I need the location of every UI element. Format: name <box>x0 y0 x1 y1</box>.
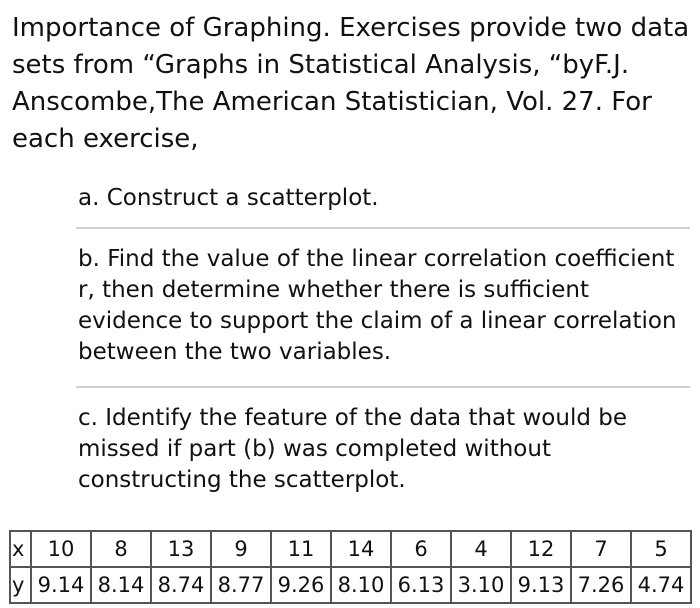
y-value: 8.10 <box>331 567 391 603</box>
x-row-label: x <box>10 531 31 567</box>
x-value: 5 <box>631 531 691 567</box>
x-value: 8 <box>91 531 151 567</box>
y-row-label: y <box>10 567 31 603</box>
y-row <box>10 567 691 603</box>
y-value: 8.14 <box>91 567 151 603</box>
x-value: 14 <box>331 531 391 567</box>
part-a-text: a. Construct a scatterplot. <box>78 185 379 211</box>
y-value: 7.26 <box>571 567 631 603</box>
y-value: 3.10 <box>451 567 511 603</box>
x-value: 7 <box>571 531 631 567</box>
data-table-container <box>9 530 692 604</box>
intro-text: Importance of Graphing. Exercises provide two data sets from “Graphs in Statistical Analysis, “byF.J. Anscombe,The American Statistician, Vol. 27. For each exercise, <box>12 13 690 154</box>
y-value: 8.74 <box>151 567 211 603</box>
divider <box>76 386 690 388</box>
x-value: 13 <box>151 531 211 567</box>
x-value: 10 <box>31 531 91 567</box>
x-value: 6 <box>391 531 451 567</box>
x-value: 11 <box>271 531 331 567</box>
y-value: 6.13 <box>391 567 451 603</box>
data-table <box>9 530 692 604</box>
divider <box>76 227 690 229</box>
y-value: 8.77 <box>211 567 271 603</box>
part-c-text: c. Identify the feature of the data that would be missed if part (b) was completed without constructing the scatterplot. <box>78 405 627 493</box>
y-value: 4.74 <box>631 567 691 603</box>
x-row <box>10 531 691 567</box>
x-value: 4 <box>451 531 511 567</box>
x-value: 12 <box>511 531 571 567</box>
y-value: 9.26 <box>271 567 331 603</box>
y-value: 9.13 <box>511 567 571 603</box>
part-b-text: b. Find the value of the linear correlation coefficient r, then determine whether there is sufficient evidence to support the claim of a linear correlation between the two variables. <box>78 246 677 365</box>
x-value: 9 <box>211 531 271 567</box>
y-value: 9.14 <box>31 567 91 603</box>
